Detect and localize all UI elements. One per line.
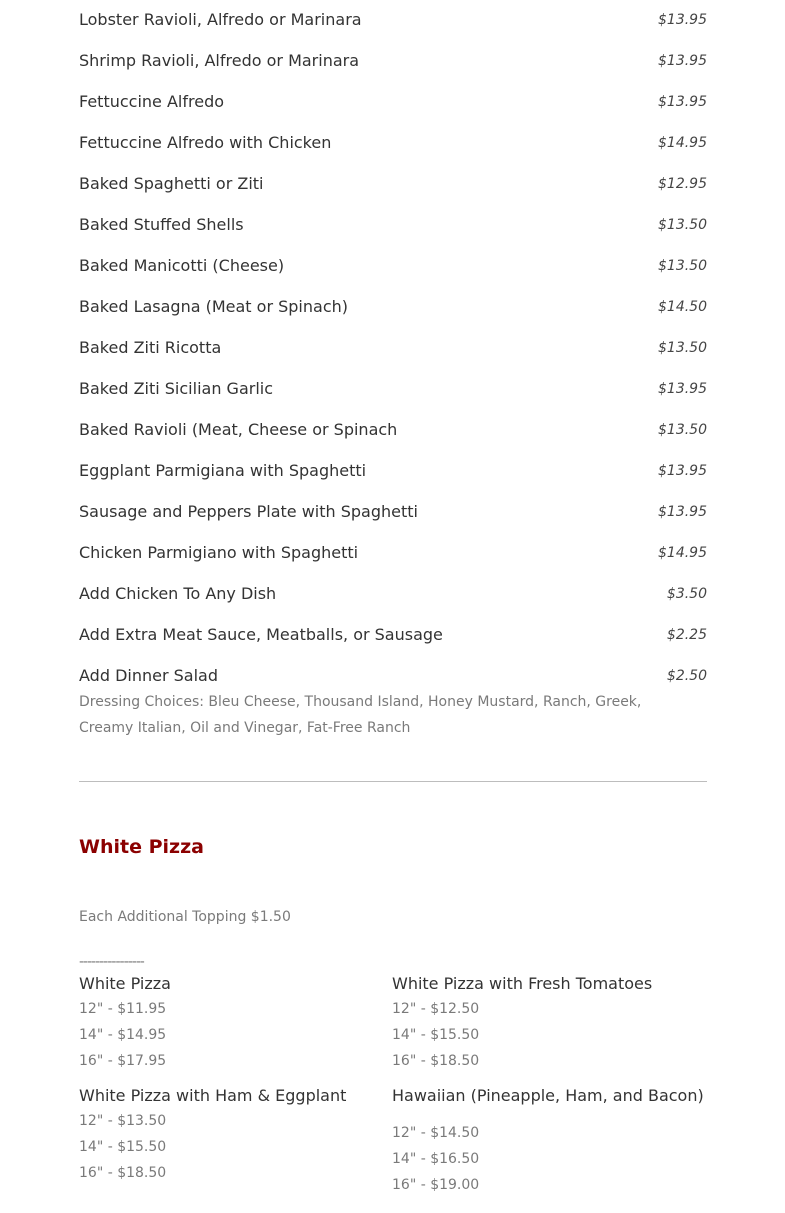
menu-item-price: $14.95 <box>658 135 707 151</box>
pizza-size-price: 12" - $14.50 <box>392 1125 480 1141</box>
menu-item-price: $13.95 <box>658 12 707 28</box>
menu-item-price: $13.95 <box>658 463 707 479</box>
pizza-item-ham-eggplant <box>79 1084 389 1186</box>
pizza-size-list <box>79 1108 389 1186</box>
pizza-size-price: 16" - $19.00 <box>392 1177 480 1193</box>
menu-item-row <box>79 377 707 418</box>
menu-item-row <box>79 90 707 131</box>
menu-item-name: Sausage and Peppers Plate with Spaghetti <box>79 502 418 521</box>
menu-item-row <box>79 213 707 254</box>
menu-item-price: $13.95 <box>658 94 707 110</box>
white-pizza-heading: White Pizza <box>79 836 204 858</box>
menu-item-name: Eggplant Parmigiana with Spaghetti <box>79 461 367 480</box>
pasta-menu-list <box>79 8 707 705</box>
menu-item-name: Baked Ziti Sicilian Garlic <box>79 379 274 398</box>
pizza-size-price: 14" - $14.95 <box>79 1027 167 1043</box>
menu-item-name: Baked Ravioli (Meat, Cheese or Spinach <box>79 420 398 439</box>
pizza-size-price: 14" - $15.50 <box>392 1027 480 1043</box>
menu-item-price: $13.50 <box>658 422 707 438</box>
menu-item-name: Add Dinner Salad <box>79 666 218 685</box>
dressing-choices-note: Dressing Choices: Bleu Cheese, Thousand Island, Honey Mustard, Ranch, Greek, Creamy Italian, Oil and Vinegar, Fat-Free Ranch <box>79 694 642 736</box>
menu-item-row <box>79 418 707 459</box>
additional-topping-note: Each Additional Topping $1.50 <box>79 909 291 925</box>
menu-item-price: $3.50 <box>666 586 707 602</box>
pizza-size-price: 14" - $15.50 <box>79 1139 167 1155</box>
menu-item-name: Shrimp Ravioli, Alfredo or Marinara <box>79 51 360 70</box>
menu-item-name: Fettuccine Alfredo <box>79 92 225 111</box>
menu-item-row <box>79 459 707 500</box>
menu-item-row <box>79 582 707 623</box>
pizza-size-list <box>392 996 702 1074</box>
menu-item-price: $13.95 <box>658 381 707 397</box>
pizza-size-price: 12" - $12.50 <box>392 1001 480 1017</box>
pizza-item-white-pizza <box>79 972 389 1074</box>
menu-item-name: Baked Ziti Ricotta <box>79 338 222 357</box>
menu-item-price: $14.50 <box>658 299 707 315</box>
pizza-size-price: 16" - $18.50 <box>79 1165 167 1181</box>
pizza-item-hawaiian <box>392 1084 702 1198</box>
pizza-size-price: 16" - $17.95 <box>79 1053 167 1069</box>
menu-item-row <box>79 336 707 377</box>
section-divider <box>79 781 707 782</box>
menu-item-row <box>79 131 707 172</box>
pizza-size-list <box>79 996 389 1074</box>
menu-item-price: $13.50 <box>658 217 707 233</box>
menu-item-price: $13.50 <box>658 258 707 274</box>
menu-item-price: $13.50 <box>658 340 707 356</box>
pizza-name: White Pizza with Ham & Eggplant <box>79 1086 347 1105</box>
menu-item-row <box>79 500 707 541</box>
menu-item-name: Fettuccine Alfredo with Chicken <box>79 133 332 152</box>
menu-item-name: Baked Stuffed Shells <box>79 215 244 234</box>
menu-item-price: $14.95 <box>658 545 707 561</box>
pizza-size-price: 14" - $16.50 <box>392 1151 480 1167</box>
pizza-item-white-pizza-tomatoes <box>392 972 702 1074</box>
pizza-name: Hawaiian (Pineapple, Ham, and Bacon) <box>392 1086 704 1105</box>
menu-item-name: Chicken Parmigiano with Spaghetti <box>79 543 359 562</box>
pizza-size-price: 16" - $18.50 <box>392 1053 480 1069</box>
menu-item-row <box>79 172 707 213</box>
menu-item-name: Baked Lasagna (Meat or Spinach) <box>79 297 348 316</box>
menu-item-row <box>79 254 707 295</box>
menu-item-price: $13.95 <box>658 53 707 69</box>
pizza-name: White Pizza with Fresh Tomatoes <box>392 974 653 993</box>
pizza-size-price: 12" - $13.50 <box>79 1113 167 1129</box>
menu-item-price: $2.25 <box>666 627 707 643</box>
menu-item-row <box>79 295 707 336</box>
dash-separator: ---------------- <box>79 954 144 970</box>
menu-item-price: $13.95 <box>658 504 707 520</box>
menu-item-row <box>79 541 707 582</box>
menu-item-row <box>79 623 707 664</box>
menu-item-name: Add Extra Meat Sauce, Meatballs, or Sausage <box>79 625 443 644</box>
pizza-size-list <box>392 1120 702 1198</box>
menu-item-name: Baked Spaghetti or Ziti <box>79 174 264 193</box>
menu-item-price: $12.95 <box>658 176 707 192</box>
pizza-name: White Pizza <box>79 974 171 993</box>
menu-item-name: Add Chicken To Any Dish <box>79 584 277 603</box>
menu-item-row <box>79 8 707 49</box>
pizza-size-price: 12" - $11.95 <box>79 1001 167 1017</box>
menu-item-name: Lobster Ravioli, Alfredo or Marinara <box>79 10 362 29</box>
menu-item-name: Baked Manicotti (Cheese) <box>79 256 285 275</box>
menu-item-row <box>79 49 707 90</box>
menu-item-price: $2.50 <box>666 668 707 684</box>
